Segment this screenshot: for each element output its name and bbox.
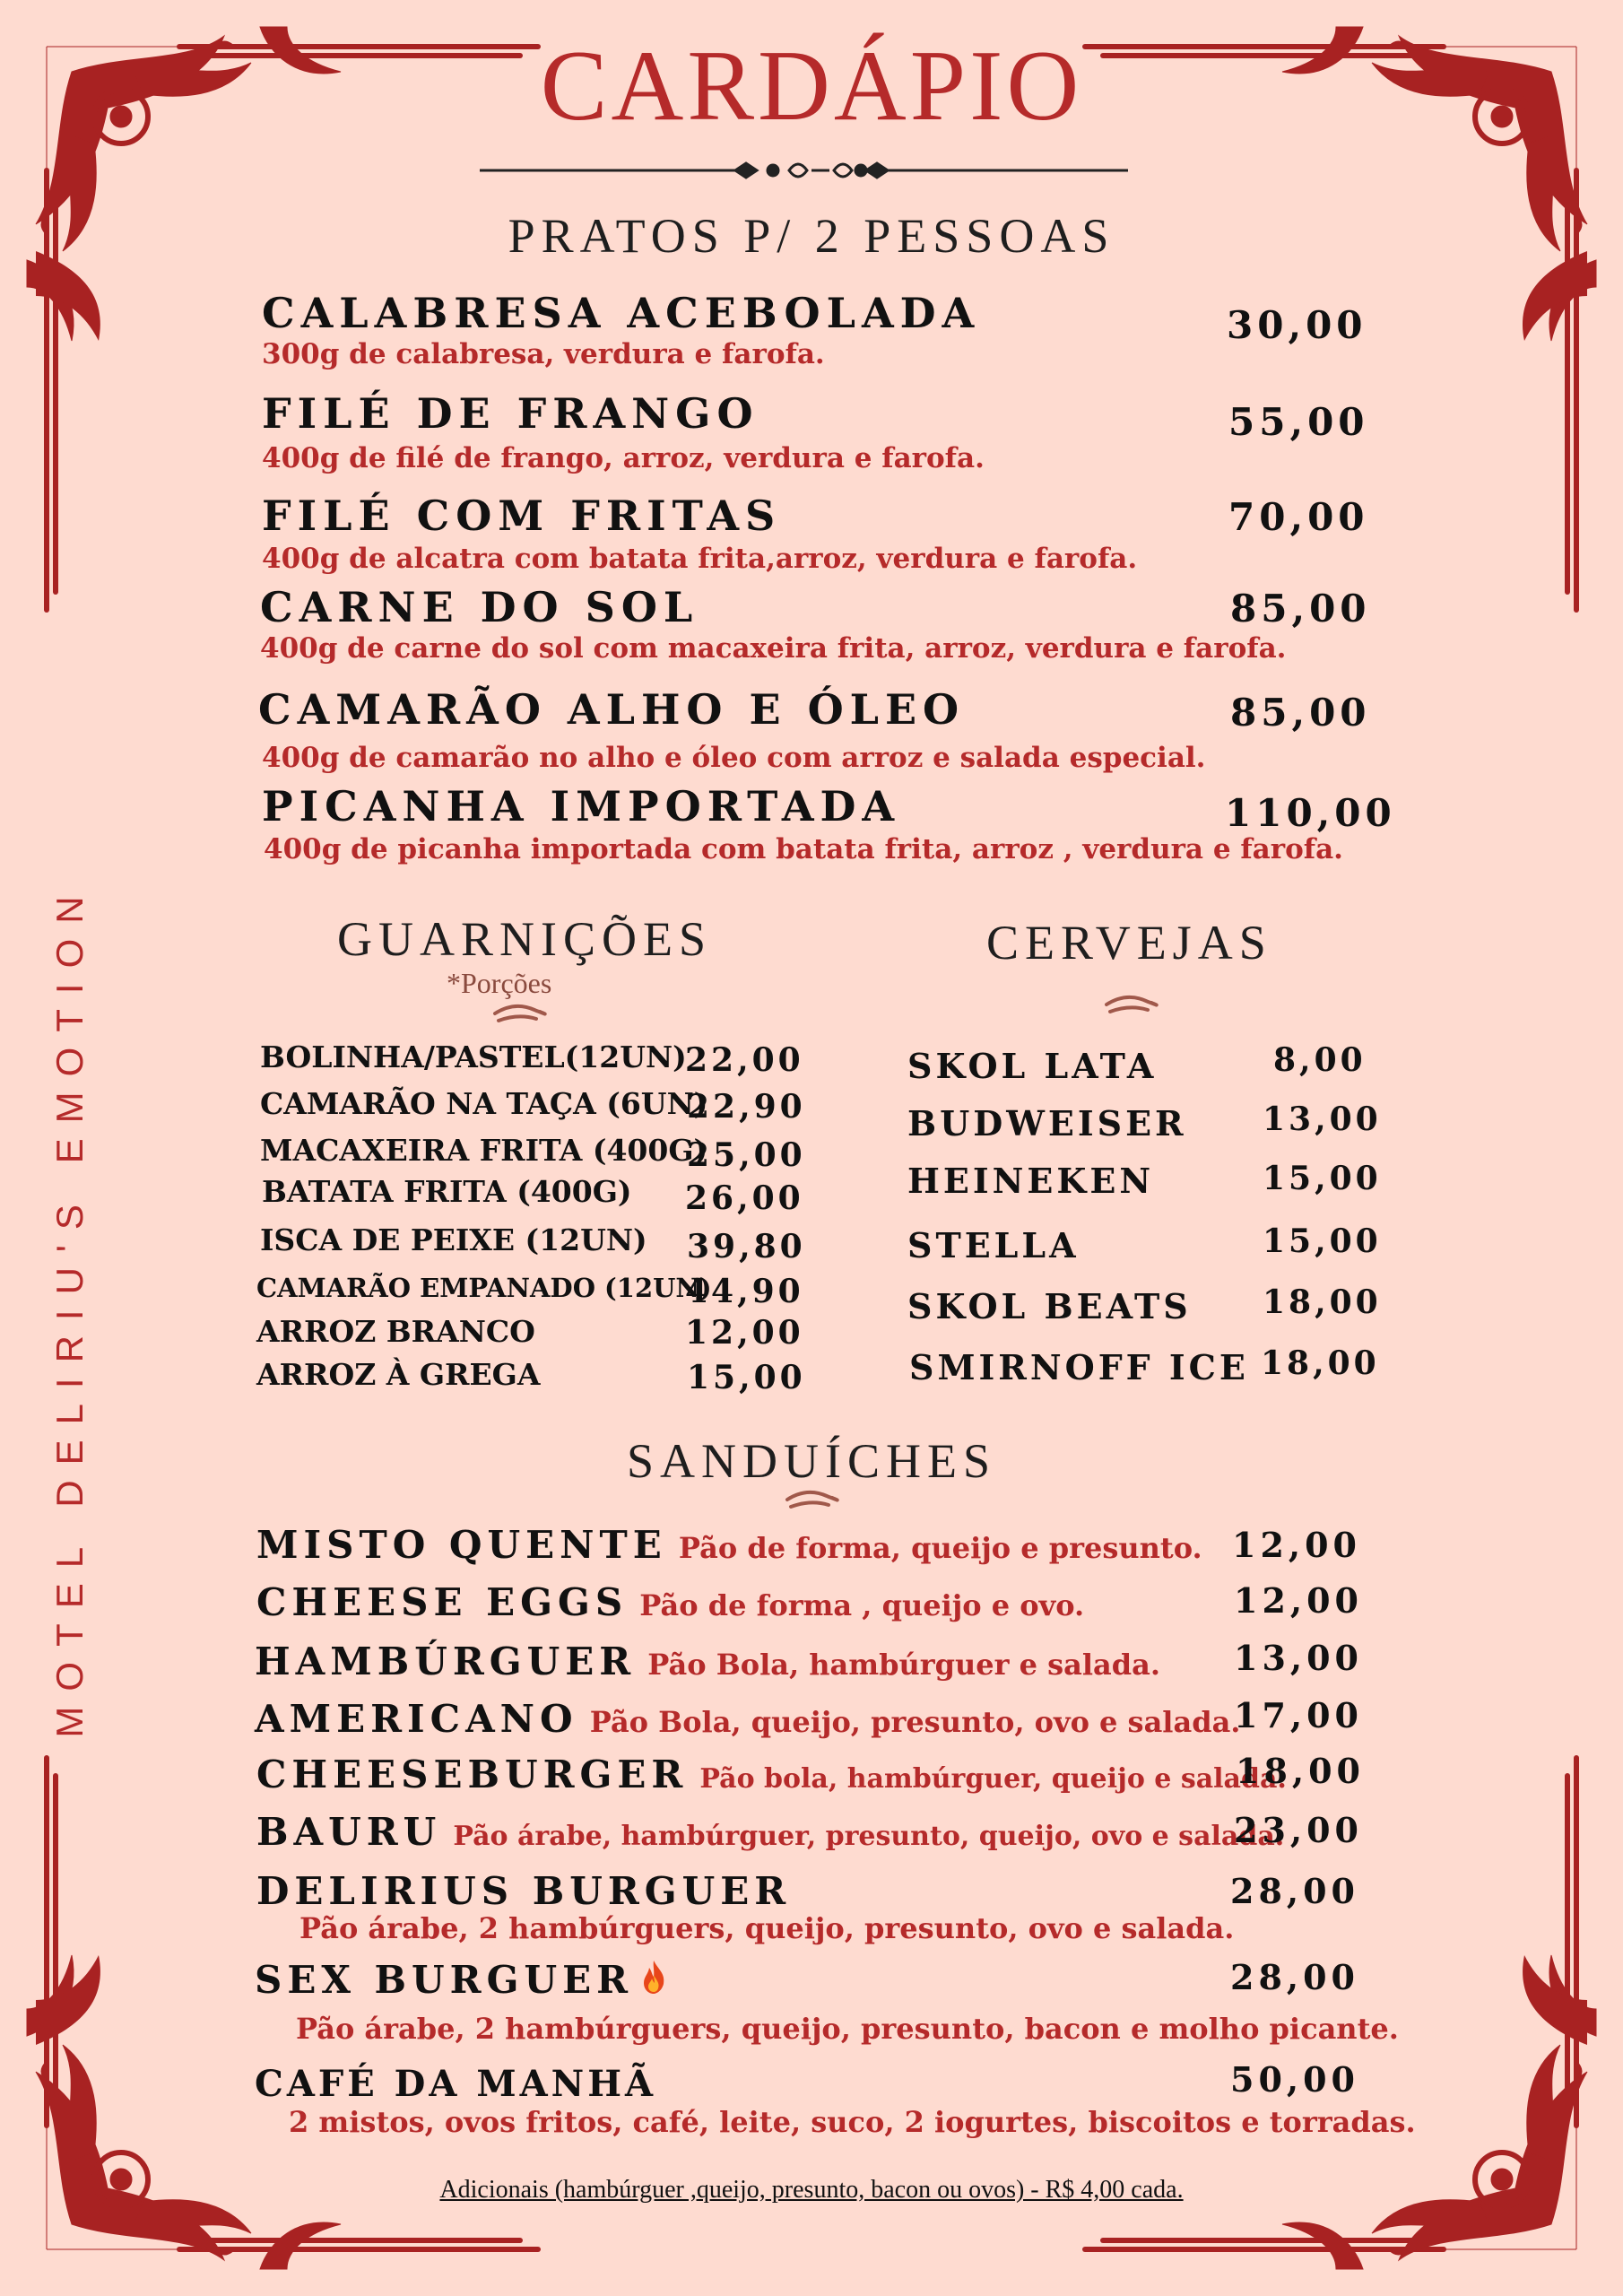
guarnicao-price: 44,90 (685, 1273, 804, 1310)
guarnicao-name: ISCA DE PEIXE (12UN) (260, 1222, 647, 1257)
prato-desc: 400g de alcatra com batata frita,arroz, verdura e farofa. (262, 543, 1138, 575)
cerveja-name: HEINEKEN (907, 1161, 1155, 1201)
cervejas-heading: CERVEJAS (986, 916, 1272, 970)
sanduiche-name: MISTO QUENTE (256, 1523, 667, 1567)
guarnicao-price: 39,80 (687, 1228, 806, 1265)
sanduiche-name: HAMBÚRGUER (255, 1639, 637, 1683)
sanduiche-desc: Pão Bola, hambúrguer e salada. (647, 1648, 1161, 1682)
sanduiche-price: 12,00 (1232, 1525, 1361, 1565)
guarnicao-price: 12,00 (685, 1314, 804, 1352)
cerveja-price: 15,00 (1263, 1222, 1382, 1260)
sanduiche-name: CHEESE EGGS (256, 1580, 629, 1624)
footer-note: Adicionais (hambúrguer ,queijo, presunto, bacon ou ovos) - R$ 4,00 cada. (439, 2176, 1184, 2204)
sanduiche-name: SEX BURGUER (255, 1958, 633, 2002)
sanduiche-row (256, 1752, 1287, 1796)
prato-price: 85,00 (1230, 587, 1371, 631)
cerveja-price: 8,00 (1273, 1041, 1367, 1079)
prato-price: 55,00 (1228, 400, 1369, 444)
sanduiche-row (255, 1639, 1161, 1683)
prato-price: 110,00 (1225, 791, 1396, 835)
cerveja-name: SKOL BEATS (907, 1286, 1192, 1326)
prato-name: CALABRESA ACEBOLADA (262, 289, 981, 337)
side-vertical-text: MOTEL DELIRIU'S EMOTION (48, 881, 91, 1738)
sanduiche-desc: Pão Bola, queijo, presunto, ovo e salada. (589, 1705, 1241, 1739)
sanduiche-row (255, 1697, 1241, 1741)
prato-desc: 400g de filé de frango, arroz, verdura e farofa. (262, 442, 985, 474)
prato-name: CARNE DO SOL (260, 583, 699, 631)
guarnicao-name: ARROZ BRANCO (256, 1314, 535, 1349)
sanduiche-desc: Pão de forma , queijo e ovo. (639, 1588, 1085, 1622)
guarnicao-name: ARROZ À GREGA (256, 1357, 541, 1392)
cerveja-name: STELLA (907, 1225, 1080, 1265)
sanduiche-desc: Pão árabe, 2 hambúrguers, queijo, presunto, bacon e molho picante. (296, 2012, 1399, 2046)
fire-icon (640, 1959, 667, 1995)
sanduiche-name: CAFÉ DA MANHÃ (255, 2063, 657, 2105)
prato-price: 70,00 (1228, 495, 1369, 539)
prato-name: FILÉ COM FRITAS (262, 491, 782, 540)
prato-price: 85,00 (1230, 691, 1371, 735)
prato-desc: 300g de calabresa, verdura e farofa. (262, 338, 825, 370)
guarnicao-price: 25,00 (687, 1136, 806, 1174)
sanduiche-price: 28,00 (1230, 1957, 1359, 1997)
sanduiche-price: 13,00 (1234, 1638, 1363, 1678)
sanduiche-row (256, 1580, 1085, 1624)
prato-name: CAMARÃO ALHO E ÓLEO (258, 685, 966, 734)
guarnicao-name: CAMARÃO NA TAÇA (6UN) (260, 1086, 708, 1121)
guarnicao-price: 22,90 (687, 1088, 806, 1126)
cerveja-name: SKOL LATA (907, 1046, 1158, 1086)
sanduiches-heading: SANDUÍCHES (626, 1434, 997, 1488)
cerveja-price: 13,00 (1263, 1100, 1382, 1138)
sanduiche-desc: 2 mistos, ovos fritos, café, leite, suco, 2 iogurtes, biscoitos e torradas. (289, 2105, 1416, 2139)
sanduiche-desc: Pão árabe, hambúrguer, presunto, queijo, ovo e salada. (453, 1821, 1285, 1852)
sanduiche-name: DELIRIUS BURGUER (256, 1869, 792, 1913)
prato-price: 30,00 (1227, 303, 1367, 347)
prato-desc: 400g de camarão no alho e óleo com arroz e salada especial. (262, 742, 1206, 774)
guarnicoes-heading: GUARNIÇÕES (337, 912, 713, 966)
guarnicao-price: 15,00 (687, 1359, 806, 1396)
sanduiche-price: 18,00 (1236, 1751, 1365, 1791)
cerveja-name: BUDWEISER (907, 1103, 1187, 1144)
guarnicao-name: CAMARÃO EMPANADO (12UN) (256, 1273, 712, 1303)
sanduiche-desc: Pão árabe, 2 hambúrguers, queijo, presunto, ovo e salada. (299, 1911, 1235, 1945)
menu-title: CARDÁPIO (540, 30, 1083, 142)
sanduiche-price: 12,00 (1234, 1580, 1363, 1621)
prato-name: FILÉ DE FRANGO (262, 389, 759, 438)
sanduiche-price: 17,00 (1234, 1695, 1363, 1735)
prato-desc: 400g de picanha importada com batata frita, arroz , verdura e farofa. (264, 833, 1343, 865)
sanduiche-row (255, 1958, 667, 2002)
cerveja-price: 18,00 (1263, 1283, 1382, 1321)
guarnicao-name: BATATA FRITA (400G) (262, 1174, 632, 1209)
sanduiche-row (256, 1523, 1202, 1567)
sanduiche-row (256, 1810, 1285, 1854)
pratos-heading: PRATOS P/ 2 PESSOAS (508, 209, 1115, 263)
guarnicao-name: MACAXEIRA FRITA (400G) (260, 1133, 708, 1168)
sanduiche-desc: Pão de forma, queijo e presunto. (678, 1531, 1202, 1565)
sanduiche-name: CHEESEBURGER (256, 1752, 689, 1796)
sanduiche-desc: Pão bola, hambúrguer, queijo e salada. (699, 1763, 1287, 1795)
sanduiche-price: 50,00 (1230, 2059, 1359, 2100)
prato-desc: 400g de carne do sol com macaxeira frita, arroz, verdura e farofa. (260, 632, 1287, 665)
prato-name: PICANHA IMPORTADA (262, 782, 901, 831)
sanduiche-price: 23,00 (1234, 1810, 1363, 1850)
cerveja-price: 15,00 (1263, 1160, 1382, 1197)
sanduiche-name: BAURU (256, 1810, 442, 1854)
cerveja-price: 18,00 (1261, 1344, 1380, 1382)
guarnicao-name: BOLINHA/PASTEL(12UN) (260, 1039, 687, 1074)
cerveja-name: SMIRNOFF ICE (909, 1347, 1249, 1387)
guarnicao-price: 26,00 (685, 1179, 804, 1217)
guarnicoes-subheading: *Porções (447, 967, 552, 999)
sanduiche-price: 28,00 (1230, 1871, 1359, 1911)
guarnicao-price: 22,00 (685, 1041, 804, 1079)
sanduiche-name: AMERICANO (255, 1697, 578, 1741)
